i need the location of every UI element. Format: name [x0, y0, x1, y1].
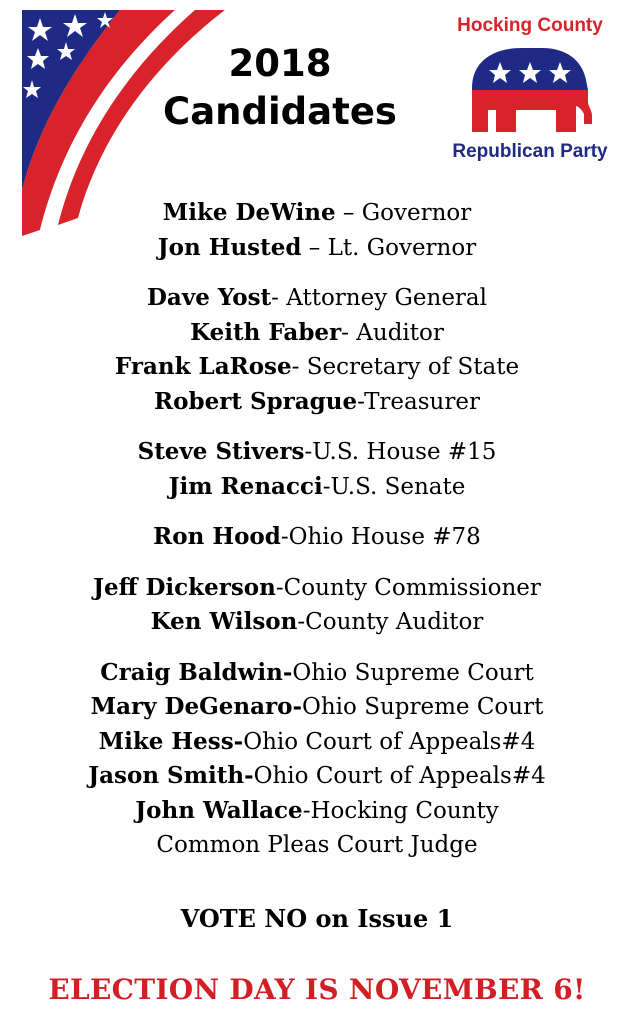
- party-county: Hocking County: [457, 15, 603, 36]
- candidate-name: Steve Stivers: [137, 438, 305, 465]
- title-year: 2018: [228, 42, 332, 85]
- candidate-name: John Wallace: [135, 796, 303, 824]
- candidate-line: [0, 385, 634, 420]
- candidate-line: [0, 571, 634, 606]
- title-word: Candidates: [163, 90, 397, 133]
- candidate-name: Mike DeWine: [162, 199, 336, 226]
- candidate-group: [0, 520, 634, 555]
- election-day-banner: ELECTION DAY IS NOVEMBER 6!: [48, 973, 586, 1006]
- candidate-line: [0, 196, 634, 231]
- candidate-name: Robert Sprague: [154, 387, 358, 415]
- candidate-office: Ohio Supreme Court: [292, 659, 534, 686]
- candidate-office: Governor: [361, 200, 472, 226]
- issue-notice: VOTE NO on Issue 1: [180, 904, 454, 933]
- candidate-name: Mary DeGenaro-: [90, 693, 303, 720]
- candidate-line: [0, 656, 634, 691]
- candidate-name: Ron Hood: [153, 523, 281, 550]
- party-name: Republican Party: [452, 141, 608, 162]
- candidate-name: Jeff Dickerson: [93, 573, 276, 601]
- candidate-name: Jason Smith-: [88, 762, 254, 789]
- candidate-office: U.S. Senate: [330, 473, 466, 500]
- candidate-office: Attorney General: [286, 285, 487, 311]
- candidate-line: [0, 435, 634, 470]
- candidate-line: [0, 794, 634, 829]
- candidate-name: Mike Hess-: [98, 727, 244, 755]
- candidate-office: Common Pleas Court Judge: [156, 832, 478, 858]
- candidate-line: [0, 231, 634, 266]
- candidate-name: Craig Baldwin-: [100, 658, 293, 686]
- candidate-office: Ohio House #78: [288, 524, 481, 550]
- candidate-line: [0, 316, 634, 351]
- candidate-line: [0, 759, 634, 794]
- candidate-office: County Commissioner: [283, 574, 541, 601]
- candidate-separator: -: [322, 473, 331, 500]
- candidate-separator: -: [304, 439, 313, 465]
- elephant-icon: [464, 44, 596, 136]
- candidate-name: Keith Faber: [190, 318, 342, 346]
- candidate-line: [0, 350, 634, 385]
- candidate-separator: –: [335, 200, 362, 226]
- candidate-office: Auditor: [356, 319, 444, 346]
- candidate-name: Jon Husted: [157, 233, 302, 261]
- candidate-separator: -: [291, 354, 307, 380]
- candidate-name: Jim Renacci: [168, 472, 323, 500]
- candidate-line: [0, 725, 634, 760]
- candidate-office: Ohio Court of Appeals#4: [243, 728, 536, 755]
- candidate-office: Ohio Supreme Court: [302, 694, 544, 720]
- candidate-group: [0, 196, 634, 265]
- candidate-separator: -: [302, 797, 311, 824]
- candidate-line: [0, 520, 634, 555]
- candidate-separator: -: [280, 524, 289, 550]
- candidate-group: [0, 435, 634, 504]
- candidate-office: Lt. Governor: [327, 234, 477, 261]
- candidate-list: [0, 196, 634, 879]
- candidate-line: [0, 828, 634, 863]
- candidate-line: [0, 281, 634, 316]
- candidate-office: Treasurer: [364, 388, 480, 415]
- candidate-office: County Auditor: [305, 609, 484, 635]
- candidate-separator: -: [357, 388, 365, 415]
- candidate-group: [0, 281, 634, 419]
- candidate-name: Dave Yost: [146, 284, 272, 311]
- page-title: [130, 40, 430, 136]
- candidate-line: [0, 470, 634, 505]
- candidate-separator: -: [297, 609, 306, 635]
- candidate-name: Frank LaRose: [114, 353, 292, 380]
- candidate-group: [0, 656, 634, 863]
- candidate-name: Ken Wilson: [150, 608, 298, 635]
- candidate-office: Secretary of State: [306, 354, 520, 380]
- candidate-office: Hocking County: [310, 797, 499, 824]
- candidate-separator: -: [271, 285, 287, 311]
- candidate-line: [0, 605, 634, 640]
- candidate-office: Ohio Court of Appeals#4: [253, 763, 546, 789]
- candidate-office: U.S. House #15: [312, 439, 497, 465]
- candidate-separator: -: [275, 574, 284, 601]
- candidate-group: [0, 571, 634, 640]
- candidate-separator: -: [341, 319, 357, 346]
- candidate-separator: –: [301, 234, 328, 261]
- candidate-line: [0, 690, 634, 725]
- party-logo: [430, 14, 630, 164]
